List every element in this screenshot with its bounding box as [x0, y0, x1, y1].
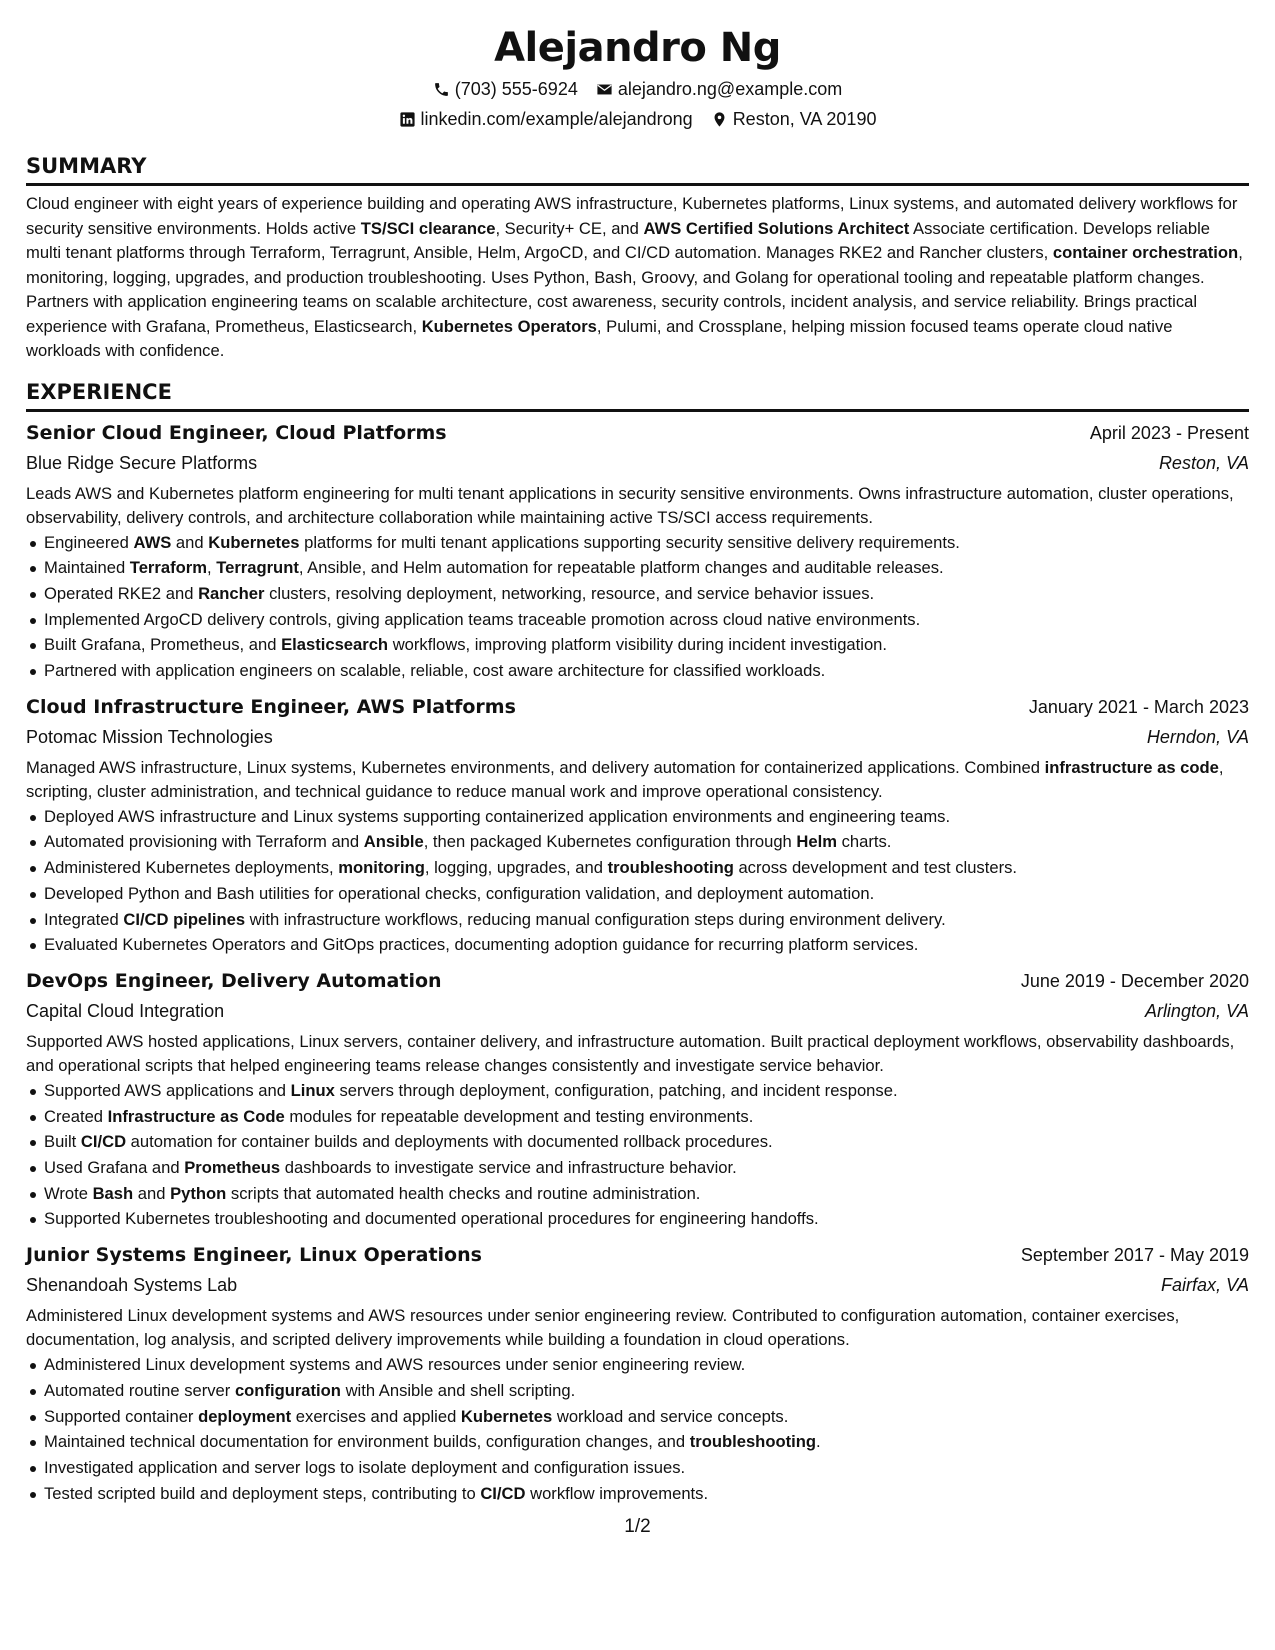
experience-section [26, 378, 1249, 1507]
job-bullet: Partnered with application engineers on scalable, reliable, cost aware architecture for classified workloads. [26, 658, 1249, 684]
bold-keyword: AWS [133, 532, 172, 552]
experience-list [26, 418, 1249, 1507]
job-bullet: Tested scripted build and deployment steps, contributing to CI/CD workflow improvements. [26, 1481, 1249, 1507]
job-bullet: Deployed AWS infrastructure and Linux systems supporting containerized application environments and engineering teams. [26, 804, 1249, 830]
summary-text: Cloud engineer with eight years of experience building and operating AWS infrastructure, Kubernetes platforms, Linux systems, and automated delivery workflows for security sensitive environments. Holds active TS/SCI clearance, Security+ CE, and AWS Certified Solutions Architect Associate certification. Develops reliable multi tenant platforms through Terraform, Terragrunt, Ansible, Helm, ArgoCD, and CI/CD automation. Manages RKE2 and Rancher clusters, container orchestration, monitoring, logging, upgrades, and production troubleshooting. Uses Python, Bash, Groovy, and Golang for operational tooling and repeatable platform changes. Partners with application engineering teams on scalable architecture, cost awareness, security controls, incident analysis, and service reliability. Brings practical experience with Grafana, Prometheus, Elasticsearch, Kubernetes Operators, Pulumi, and Crossplane, helping mission focused teams operate cloud native workloads with confidence. [26, 194, 1243, 360]
job-title: DevOps Engineer, Delivery Automation [26, 969, 442, 992]
linkedin-contact[interactable] [399, 104, 693, 134]
job-bullet: Supported Kubernetes troubleshooting and documented operational procedures for engineering handoffs. [26, 1206, 1249, 1232]
bold-keyword: Kubernetes [208, 532, 300, 552]
job-bullet: Supported container deployment exercises and applied Kubernetes workload and service concepts. [26, 1404, 1249, 1430]
job-bullets [26, 530, 1249, 684]
contact-row-1 [26, 74, 1249, 104]
company-name: Blue Ridge Secure Platforms [26, 452, 258, 473]
job-subheader [26, 1270, 1249, 1300]
summary-heading: SUMMARY [26, 152, 1249, 186]
candidate-name: Alejandro Ng [494, 25, 781, 71]
company-name: Capital Cloud Integration [26, 1000, 225, 1021]
phone-contact[interactable] [433, 74, 578, 104]
bold-keyword: CI/CD [80, 1132, 127, 1152]
job-title: Senior Cloud Engineer, Cloud Platforms [26, 421, 447, 444]
page-number: 1/2 [624, 1516, 651, 1537]
bold-keyword: Linux [290, 1080, 335, 1100]
email-text: alejandro.ng@example.com [617, 79, 843, 99]
job-bullets [26, 1352, 1249, 1506]
job-bullet: Built Grafana, Prometheus, and Elasticsearch workflows, improving platform visibility during incident investigation. [26, 632, 1249, 658]
bold-keyword: Infrastructure as Code [107, 1106, 285, 1126]
phone-icon [433, 81, 450, 98]
job-bullet: Investigated application and server logs to isolate deployment and configuration issues. [26, 1455, 1249, 1481]
bold-keyword: deployment [198, 1406, 292, 1426]
bold-keyword: container orchestration [1052, 243, 1239, 262]
job-bullet: Administered Linux development systems and AWS resources under senior engineering review. [26, 1352, 1249, 1378]
job-location: Reston, VA [1158, 452, 1249, 473]
contact-row-2 [26, 104, 1249, 134]
job-subheader [26, 996, 1249, 1026]
bold-keyword: configuration [234, 1380, 341, 1400]
job-bullets [26, 804, 1249, 958]
job-description: Leads AWS and Kubernetes platform engineering for multi tenant applications in security sensitive environments. Owns infrastructure automation, cluster operations, observability, delivery controls, and architecture collaboration while maintaining active TS/SCI access requirements. [26, 483, 1234, 527]
job-bullet: Administered Kubernetes deployments, monitoring, logging, upgrades, and troubleshooting across development and test clusters. [26, 855, 1249, 881]
bold-keyword: troubleshooting [607, 858, 734, 878]
job-description: Administered Linux development systems and AWS resources under senior engineering review. Contributed to configuration automation, container exercises, documentation, log analysis, and scripted delivery improvements while building a foundation in cloud operations. [26, 1306, 1180, 1350]
bold-keyword: CI/CD pipelines [123, 909, 246, 929]
job-bullet: Integrated CI/CD pipelines with infrastructure workflows, reducing manual configuration steps during environment delivery. [26, 907, 1249, 933]
map-pin-icon [711, 111, 728, 128]
job-bullet: Maintained Terraform, Terragrunt, Ansible, and Helm automation for repeatable platform changes and auditable releases. [26, 555, 1249, 581]
bold-keyword: Bash [92, 1183, 134, 1203]
bold-keyword: Kubernetes Operators [421, 316, 597, 336]
job-location: Fairfax, VA [1160, 1275, 1249, 1296]
experience-heading: EXPERIENCE [26, 378, 1249, 412]
phone-text: (703) 555-6924 [454, 79, 578, 99]
bold-keyword: infrastructure as code [1044, 757, 1219, 777]
bold-keyword: CI/CD [480, 1483, 526, 1503]
resume-header [26, 22, 1249, 134]
bold-keyword: AWS Certified Solutions Architect [643, 218, 910, 238]
bold-keyword: Elasticsearch [281, 635, 389, 655]
job-location: Arlington, VA [1144, 1000, 1249, 1021]
job-dates: September 2017 - May 2019 [1020, 1245, 1249, 1266]
job-subheader [26, 448, 1249, 478]
job-bullet: Engineered AWS and Kubernetes platforms for multi tenant applications supporting security sensitive delivery requirements. [26, 530, 1249, 556]
bold-keyword: Terraform [129, 558, 207, 578]
job-dates: June 2019 - December 2020 [1020, 970, 1249, 991]
bold-keyword: TS/SCI clearance [360, 218, 496, 238]
job-bullet: Automated routine server configuration with Ansible and shell scripting. [26, 1378, 1249, 1404]
job-bullets [26, 1078, 1249, 1232]
envelope-icon [596, 81, 613, 98]
job-bullet: Automated provisioning with Terraform and Ansible, then packaged Kubernetes configuration through Helm charts. [26, 829, 1249, 855]
job-bullet: Evaluated Kubernetes Operators and GitOps practices, documenting adoption guidance for recurring platform services. [26, 932, 1249, 958]
bold-keyword: Ansible [363, 832, 424, 852]
job-bullet: Maintained technical documentation for environment builds, configuration changes, and troubleshooting. [26, 1429, 1249, 1455]
bold-keyword: Helm [796, 832, 837, 852]
bold-keyword: monitoring [338, 858, 425, 878]
job-header [26, 692, 1249, 722]
job-header [26, 418, 1249, 448]
location-contact [711, 104, 877, 134]
bold-keyword: Prometheus [184, 1158, 281, 1178]
bold-keyword: Terragrunt [216, 558, 299, 578]
job-header [26, 1240, 1249, 1270]
job-location: Herndon, VA [1146, 726, 1249, 747]
job-bullet: Used Grafana and Prometheus dashboards to investigate service and infrastructure behavior. [26, 1155, 1249, 1181]
job-bullet: Implemented ArgoCD delivery controls, giving application teams traceable promotion across cloud native environments. [26, 607, 1249, 633]
job-bullet: Created Infrastructure as Code modules for repeatable development and testing environments. [26, 1104, 1249, 1130]
job-entry [26, 966, 1249, 1232]
job-entry [26, 1240, 1249, 1506]
company-name: Shenandoah Systems Lab [26, 1275, 238, 1296]
summary-section [26, 152, 1249, 364]
email-contact[interactable] [596, 74, 842, 104]
job-bullet: Wrote Bash and Python scripts that automated health checks and routine administration. [26, 1181, 1249, 1207]
location-text: Reston, VA 20190 [732, 109, 877, 129]
bold-keyword: Kubernetes [460, 1406, 553, 1426]
job-dates: April 2023 - Present [1089, 422, 1249, 443]
bold-keyword: troubleshooting [689, 1432, 816, 1452]
job-dates: January 2021 - March 2023 [1028, 696, 1249, 717]
company-name: Potomac Mission Technologies [26, 726, 273, 747]
job-entry [26, 418, 1249, 684]
job-bullet: Developed Python and Bash utilities for operational checks, configuration validation, and deployment automation. [26, 881, 1249, 907]
bold-keyword: Rancher [198, 583, 265, 603]
job-bullet: Operated RKE2 and Rancher clusters, resolving deployment, networking, resource, and service behavior issues. [26, 581, 1249, 607]
job-subheader [26, 722, 1249, 752]
bold-keyword: Python [170, 1183, 227, 1203]
job-bullet: Built CI/CD automation for container builds and deployments with documented rollback procedures. [26, 1129, 1249, 1155]
linkedin-text: linkedin.com/example/alejandrong [420, 109, 693, 129]
job-bullet: Supported AWS applications and Linux servers through deployment, configuration, patching, and incident response. [26, 1078, 1249, 1104]
job-title: Junior Systems Engineer, Linux Operations [26, 1244, 482, 1267]
linkedin-icon [399, 111, 416, 128]
job-header [26, 966, 1249, 996]
job-title: Cloud Infrastructure Engineer, AWS Platforms [26, 695, 516, 718]
job-entry [26, 692, 1249, 958]
job-description: Managed AWS infrastructure, Linux systems, Kubernetes environments, and delivery automation for containerized applications. Combined infrastructure as code, scripting, cluster administration, and technical guidance to reduce manual work and improve operational consistency. [26, 757, 1224, 801]
job-description: Supported AWS hosted applications, Linux servers, container delivery, and infrastructure automation. Built practical deployment workflows, observability dashboards, and operational scripts that helped engineering teams release changes consistently and investigate service behavior. [26, 1031, 1235, 1075]
